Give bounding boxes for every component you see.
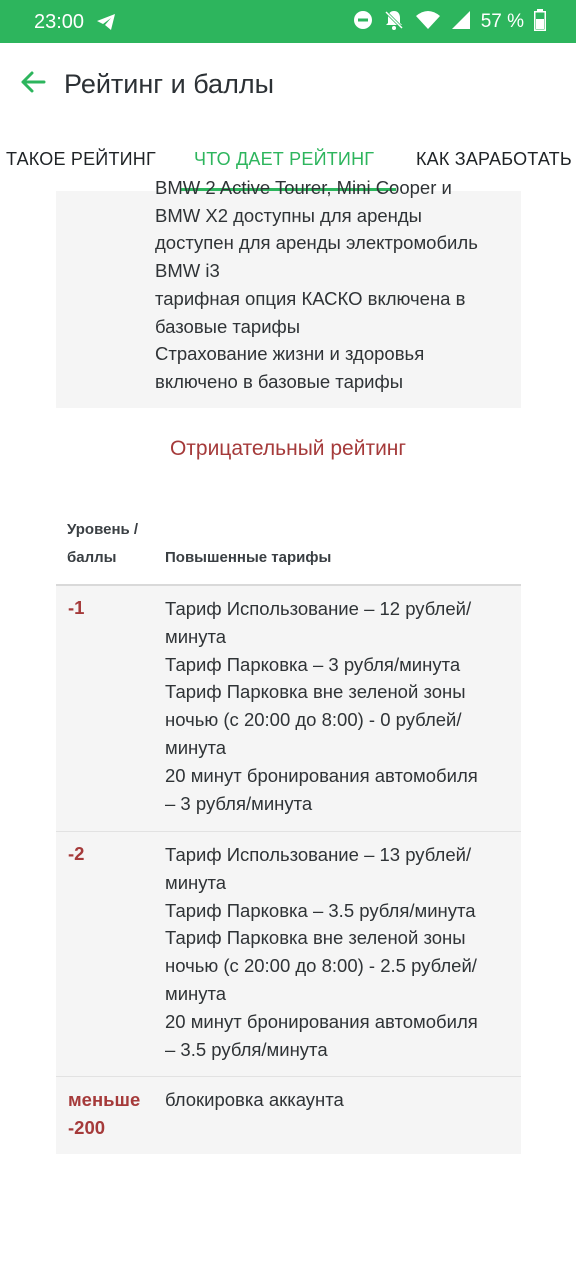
row-level	[68, 840, 84, 868]
tab-what-is-rating[interactable]: ТАКОЕ РЕЙТИНГ	[6, 149, 156, 169]
tariff-line: минута	[165, 871, 227, 893]
tariff-line: Тариф Парковка вне зеленой зоны	[165, 927, 466, 949]
tab-what-rating-gives[interactable]: ЧТО ДАЕТ РЕЙТИНГ	[194, 149, 375, 169]
back-button[interactable]	[14, 65, 52, 103]
tariff-line: – 3 рубля/минута	[165, 792, 313, 814]
page-title: Рейтинг и баллы	[64, 69, 274, 99]
row-level-line: -200	[68, 1117, 106, 1138]
tariff-line: ночью (с 20:00 до 8:00) - 0 рублей/	[165, 709, 462, 731]
benefits-card	[56, 177, 521, 408]
table-row	[56, 586, 521, 832]
tariff-line: Тариф Использование – 13 рублей/	[165, 844, 472, 865]
arrow-left-icon	[20, 70, 46, 99]
telegram-icon	[96, 13, 116, 36]
row-tariffs	[165, 595, 515, 817]
column-header-level	[67, 516, 138, 572]
content-scroll[interactable]	[0, 177, 576, 1280]
tariff-line: минута	[165, 736, 227, 758]
row-level-line: меньше	[68, 1089, 141, 1110]
benefits-text	[155, 174, 478, 396]
tariff-line: минута	[165, 625, 227, 647]
table-row	[56, 1077, 521, 1154]
tab-how-to-earn[interactable]: КАК ЗАРАБОТАТЬ	[416, 149, 572, 169]
tariff-line: Тариф Использование – 12 рублей/	[165, 598, 472, 619]
battery-icon	[534, 9, 546, 36]
benefit-line: BMW X2 доступны для аренды	[155, 204, 422, 226]
negative-rating-heading: Отрицательный рейтинг	[169, 437, 407, 460]
row-tariffs	[165, 841, 515, 1063]
dnd-icon	[353, 10, 373, 35]
row-level	[68, 594, 84, 622]
tariff-line: Тариф Парковка – 3.5 рубля/минута	[165, 899, 476, 921]
row-level-line: -1	[68, 597, 85, 618]
wifi-icon	[415, 10, 441, 35]
row-level	[68, 1086, 140, 1142]
status-bar	[0, 0, 576, 43]
benefit-line: включено в базовые тарифы	[155, 370, 403, 392]
tariff-line: Тариф Парковка – 3 рубля/минута	[165, 653, 461, 675]
benefit-line: тарифная опция КАСКО включена в	[155, 287, 466, 309]
tariff-line: 20 минут бронирования автомобиля	[165, 764, 478, 786]
tariff-line: блокировка аккаунта	[165, 1089, 344, 1110]
app-bar	[0, 43, 576, 127]
status-icons	[353, 10, 546, 34]
tariff-line: – 3.5 рубля/минута	[165, 1038, 328, 1060]
column-header-level-line: Уровень /	[67, 521, 139, 538]
signal-icon	[451, 10, 471, 35]
table-row	[56, 832, 521, 1077]
row-level-line: -2	[68, 843, 85, 864]
tariff-line: ночью (с 20:00 до 8:00) - 2.5 рублей/	[165, 955, 477, 977]
notifications-off-icon	[383, 9, 405, 36]
tariff-line: 20 минут бронирования автомобиля	[165, 1010, 478, 1032]
benefit-line: BMW 2 Active Tourer, Mini Cooper и	[155, 177, 452, 198]
tariff-line: минута	[165, 982, 227, 1004]
column-header-level-line: баллы	[67, 549, 117, 566]
benefit-line: BMW i3	[155, 260, 220, 282]
battery-percent: 57 %	[480, 11, 524, 32]
tariff-line: Тариф Парковка вне зеленой зоны	[165, 681, 466, 703]
column-header-tariffs: Повышенные тарифы	[165, 549, 332, 566]
benefit-line: доступен для аренды электромобиль	[155, 232, 478, 254]
benefit-line: Страхование жизни и здоровья	[155, 343, 425, 365]
row-tariffs	[165, 1086, 515, 1114]
status-time: 23:00	[34, 11, 85, 33]
benefit-line: базовые тарифы	[155, 315, 301, 337]
